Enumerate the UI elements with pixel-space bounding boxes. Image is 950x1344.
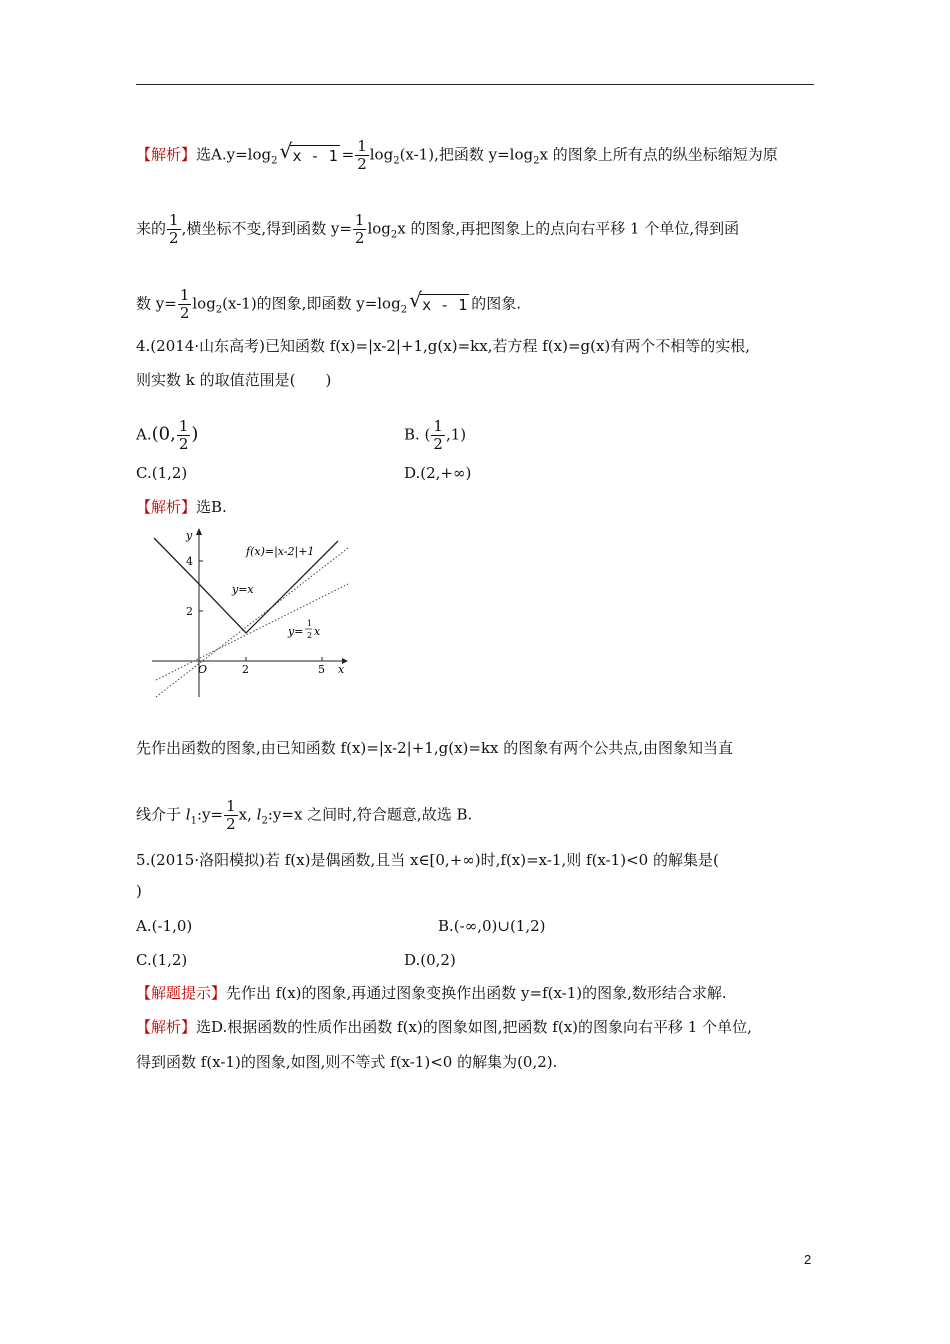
q4-function-graph <box>150 525 350 700</box>
tick-label-y-2: 2 <box>186 605 193 618</box>
q4-option-c: C.(1,2) <box>136 464 188 482</box>
q5-stem-line-2: ) <box>136 882 142 900</box>
tick-label-x-5: 5 <box>318 663 325 676</box>
q5-option-c: C.(1,2) <box>136 951 188 969</box>
fraction-half: $\frac{1}{2}$ <box>354 211 365 247</box>
q3-solution-line-1: 【解析】选$A.y=\log_2$ √ x - 1 = $\frac{1}{2}$ $\log_2(x-1)$,把函数 $y=\log_2x$ 的图象上所有点的纵坐标缩短为原 <box>136 137 778 173</box>
yhalf-label: y= <box>288 625 304 638</box>
solution-tag: 【解析】 <box>136 1018 197 1036</box>
solution-tag: 【解析】 <box>136 145 197 164</box>
fraction-half: $\frac{1}{2}$ <box>179 286 190 322</box>
q5-solution-line-2: 得到函数 f(x-1)的图象,如图,则不等式 f(x-1)<0 的解集为(0,2). <box>136 1053 558 1071</box>
fraction-half: $\frac{1}{2}$ <box>169 211 179 247</box>
q4-explanation-line-2: 线介于 $l_1:y=$ $\frac{1}{2}$ x, $l_2:y=x$ 之间时,符合题意,故选 B. <box>136 797 473 833</box>
sqrt-expression: √ x - 1 <box>409 288 468 314</box>
q4-solution-line: 【解析】选B. <box>136 498 227 516</box>
q4-stem-line-1: 4.(2014·山东高考)已知函数 f(x)=|x-2|+1,g(x)=kx,若方程 f(x)=g(x)有两个不相等的实根, <box>136 337 751 355</box>
tick-label-y-4: 4 <box>186 555 193 568</box>
q4-explanation-line-1: 先作出函数的图象,由已知函数 f(x)=|x-2|+1,g(x)=kx 的图象有两个公共点,由图象知当直 <box>136 739 734 757</box>
q4-option-d: D.(2,+∞) <box>404 464 472 482</box>
q5-stem-line-1: 5.(2015·洛阳模拟)若 f(x)是偶函数,且当 x∈[0,+∞)时,f(x)=x-1,则 f(x-1)<0 的解集是( <box>136 851 719 869</box>
tick-label-x-2: 2 <box>242 663 249 676</box>
q5-option-a: A.(-1,0) <box>136 917 193 935</box>
solution-tag: 【解析】 <box>136 498 197 516</box>
x-axis-label: x <box>338 663 345 676</box>
q4-option-b: B. ( $\frac{1}{2}$ ,1) <box>404 417 467 453</box>
hint-tag: 【解题提示】 <box>136 984 227 1002</box>
yhalf-den: 2 <box>307 631 313 640</box>
q5-option-b: B.(-∞,0)∪(1,2) <box>438 917 546 935</box>
q4-option-a: A.(0, $\frac{1}{2}$ ) <box>136 417 199 453</box>
yx-label: y=x <box>232 583 254 596</box>
q5-option-d: D.(0,2) <box>404 951 456 969</box>
q4-stem-line-2: 则实数 k 的取值范围是( ) <box>136 371 332 389</box>
origin-label: O <box>198 663 208 676</box>
q3-solution-line-2: 来的 $\frac{1}{2}$ ,横坐标不变,得到函数 y= $\frac{1}{2}$ $\log_2x$ 的图象,再把图象上的点向右平移 1 个单位,得到函 <box>136 211 740 247</box>
fx-label: f(x)=|x-2|+1 <box>246 545 315 558</box>
header-rule <box>136 84 814 85</box>
fraction-half: $\frac{1}{2}$ <box>357 137 367 173</box>
y-axis-arrow <box>196 528 202 535</box>
page-number: 2 <box>804 1252 812 1267</box>
y-axis-label: y <box>186 529 193 542</box>
q5-hint-line: 【解题提示】先作出 f(x)的图象,再通过图象变换作出函数 y=f(x-1)的图象,数形结合求解. <box>136 984 727 1002</box>
yhalf-x-label: x <box>314 625 321 638</box>
sqrt-expression: √ x - 1 <box>279 139 338 165</box>
q3-solution-line-3: 数 y= $\frac{1}{2}$ $\log_2(x-1)$的图象,即函数 $y=\log_2$ √ x - 1 的图象. <box>136 286 522 322</box>
q5-solution-line-1: 【解析】选D.根据函数的性质作出函数 f(x)的图象如图,把函数 f(x)的图象向右平移 1 个单位, <box>136 1018 752 1036</box>
yhalf-num: 1 <box>307 619 313 628</box>
